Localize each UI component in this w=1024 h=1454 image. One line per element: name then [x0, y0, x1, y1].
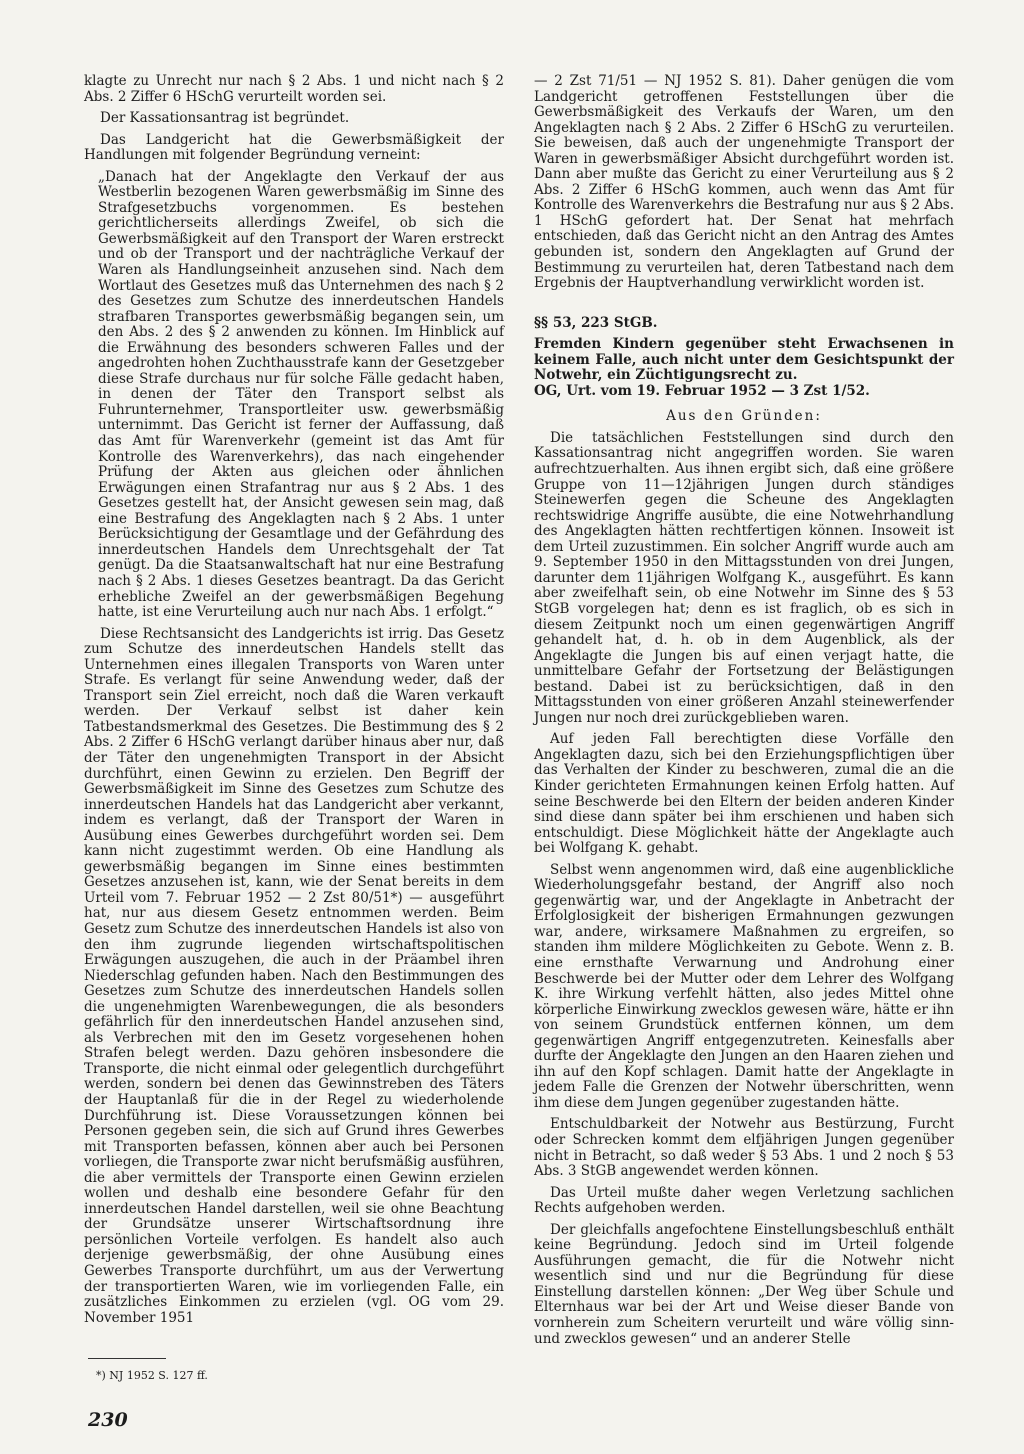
paragraph: klagte zu Unrecht nur nach § 2 Abs. 1 und nicht nach § 2 Abs. 2 Ziffer 6 HSchG verurteilt worden sei. — [84, 73, 504, 105]
page-number: 230 — [88, 1409, 128, 1431]
paragraph: Auf jeden Fall berechtigten diese Vorfälle den Angeklagten dazu, sich bei den Erziehungspflichtigen über das Verhalten der Kinder zu beschweren, zumal die an die Kinder gerichteten Ermahnungen keinen Erfolg hatten. Auf seine Beschwerde bei den Eltern der beiden anderen Kinder sind diese dann später bei ihm erschienen und haben sich entschuldigt. Diese Möglichkeit hätte der Angeklagte auch bei Wolfgang K. gehabt. — [534, 731, 954, 857]
reasons-heading: Aus den Gründen: — [666, 408, 822, 425]
paragraph: Das Urteil mußte daher wegen Verletzung sachlichen Rechts aufgehoben werden. — [534, 1184, 954, 1217]
quoted-paragraph: „Danach hat der Angeklagte den Verkauf der aus Westberlin bezogenen Waren gewerbsmäßig im Sinne des Strafgesetzbuchs vorgenommen. Es bestehen gerichtlicherseits allerdings Zweifel, ob sich die Gewerbsmäßigkeit auf den Transport der Waren erstreckt und ob der Transport und der nachträgliche Verkauf der Waren als Handlungseinheit anzusehen sind. Nach dem Wortlaut des Gesetzes muß das Unternehmen des nach § 2 des Gesetzes zum Schutze des innerdeutschen Handels strafbaren Transportes gewerbsmäßig begangen sein, um den Abs. 2 des § 2 anwenden zu können. Im Hinblick auf die Erwähnung des besonders schweren Falles und der angedrohten hohen Zuchthausstrafe kann der Gesetzgeber diese Strafe durchaus nur für solche Fälle gedacht haben, in denen der Täter den Transport selbst als Fuhrunternehmer, Transportleiter usw. gewerbsmäßig unternimmt. Das Gericht ist ferner der Auffassung, daß das Amt für Warenverkehr (gemeint ist das Amt für Kontrolle des Warenverkehrs), das nach eingehender Prüfung der Akten aus gleichen oder ähnlichen Erwägungen einen Strafantrag nur aus § 2 Abs. 1 des Gesetzes gestellt hat, der Ansicht gewesen sein mag, daß eine Bestrafung des Angeklagten nach § 2 Abs. 1 unter Berücksichtigung der Gesamtlage und der Gefährdung des innerdeutschen Handels dem Unrechtsgehalt der Tat genügt. Da die Staatsanwaltschaft hat nur eine Bestrafung nach § 2 Abs. 1 dieses Gesetzes beantragt. Da das Gericht erhebliche Zweifel an der gewerbsmäßigen Begehung hatte, ist eine Verurteilung auch nur nach Abs. 1 erfolgt.“ — [98, 168, 504, 621]
paragraph: Der Kassationsantrag ist begründet. — [100, 110, 350, 127]
paragraph: Selbst wenn angenommen wird, daß eine augenblickliche Wiederholungsgefahr bestand, der Angriff also noch gegenwärtig war, und der Angeklagte in Anbetracht der Erfolglosigkeit der bisherigen Ermahnungen gezwungen war, andere, wirksamere Maßnahmen zu ergreifen, so standen ihm mildere Möglichkeiten zu Gebote. Wenn z. B. eine ernsthafte Verwarnung und Androhung einer Beschwerde bei der Mutter oder dem Lehrer des Wolfgang K. ihre Wirkung verfehlt hätten, also jedes Mittel ohne körperliche Einwirkung zwecklos gewesen wäre, hätte er ihn von seinem Grundstück entfernen können, um dem gegenwärtigen Angriff entgegenzutreten. Keinesfalls aber durfte der Angeklagte den Jungen an den Haaren ziehen und ihn auf den Kopf schlagen. Damit hatte der Angeklagte in jedem Falle die Grenzen der Notwehr überschritten, wenn ihm diese dem Jungen gegenüber zugestanden hätte. — [534, 861, 954, 1111]
paragraph: Die tatsächlichen Feststellungen sind durch den Kassationsantrag nicht angegriffen worden. Sie waren aufrechtzuerhalten. Aus ihnen ergibt sich, daß eine größere Gruppe von 11—12jährigen Jungen durch ständiges Steinewerfen gegen die Scheune des Angeklagten rechtswidrige Angriffe ausübte, die eine Notwehrhandlung des Angeklagten hätten rechtfertigen können. Insoweit ist dem Urteil zuzustimmen. Ein solcher Angriff wurde auch am 9. September 1950 in den Mittagsstunden von drei Jungen, darunter dem 11jährigen Wolfgang K., ausgeführt. Es kann aber zweifelhaft sein, ob eine Notwehr im Sinne des § 53 StGB vorgelegen hat; denn es ist fraglich, ob es sich in diesem Zeitpunkt noch um einen gegenwärtigen Angriff gehandelt hat, d. h. ob in dem Augenblick, als der Angeklagte die Jungen bis auf einen verjagt hatte, die unmittelbare Gefahr der Fortsetzung der Belästigungen bestand. Dabei ist zu berücksichtigen, daß in den Mittagsstunden von einer größeren Anzahl steinewerfender Jungen nur noch drei zurückgeblieben waren. — [534, 429, 954, 726]
paragraph: — 2 Zst 71/51 — NJ 1952 S. 81). Daher genügen die vom Landgericht getroffenen Feststellungen über die Gewerbsmäßigkeit des Verkaufs der Waren, um den Angeklagten nach § 2 Abs. 2 Ziffer 6 HSchG zu verurteilen. Sie beweisen, daß auch der ungenehmigte Transport der Waren in gewerbsmäßiger Absicht durchgeführt worden ist. Dann aber mußte das Gericht zu einer Verurteilung aus § 2 Abs. 2 Ziffer 6 HSchG kommen, auch wenn das Amt für Kontrolle des Warenverkehrs die Bestrafung nur aus § 2 Abs. 1 HSchG gefordert hat. Der Senat hat mehrfach entschieden, daß das Gericht nicht an den Antrag des Amtes gebunden ist, sondern den Angeklagten auf Grund der Bestimmung zu verurteilen hat, deren Tatbestand nach dem Ergebnis der Hauptverhandlung verwirklicht worden ist. — [534, 73, 954, 292]
case-citation: OG, Urt. vom 19. Februar 1952 — 3 Zst 1/52. — [534, 382, 870, 399]
left-column — [84, 74, 504, 1326]
paragraph: Entschuldbarkeit der Notwehr aus Bestürzung, Furcht oder Schrecken kommt dem elfjährigen Jungen gegenüber nicht in Betracht, so daß weder § 53 Abs. 1 und 2 noch § 53 Abs. 3 StGB angewendet werden können. — [534, 1116, 954, 1180]
section-heading: §§ 53, 223 StGB. — [534, 314, 658, 331]
paragraph: Diese Rechtsansicht des Landgerichts ist irrig. Das Gesetz zum Schutze des innerdeutschen Handels stellt das Unternehmen eines illegalen Transports von Waren unter Strafe. Es verlangt für seine Anwendung weder, daß der Transport sein Ziel erreicht, noch daß die Waren verkauft werden. Der Verkauf selbst ist daher kein Tatbestandsmerkmal des Gesetzes. Die Bestimmung des § 2 Abs. 2 Ziffer 6 HSchG verlangt darüber hinaus aber nur, daß der Täter den ungenehmigten Transport in der Absicht durchführt, einen Gewinn zu erzielen. Den Begriff der Gewerbsmäßigkeit im Sinne des Gesetzes zum Schutze des innerdeutschen Handels hat das Landgericht aber verkannt, indem es verlangt, daß der Transport der Waren in Ausübung eines Gewerbes durchgeführt worden sei. Dem kann nicht zugestimmt werden. Ob eine Handlung als gewerbsmäßig begangen im Sinne eines bestimmten Gesetzes anzusehen ist, kann, wie der Senat bereits in dem Urteil vom 7. Februar 1952 — 2 Zst 80/51*) — ausgeführt hat, nur aus diesem Gesetz entnommen werden. Beim Gesetz zum Schutze des innerdeutschen Handels ist also von den ihm zugrunde liegenden wirtschaftspolitischen Erwägungen auszugehen, die auch in der Präambel ihren Niederschlag gefunden haben. Nach den Bestimmungen des Gesetzes zum Schutze des innerdeutschen Handels sollen die ungenehmigten Warenbewegungen, die als besonders gefährlich für den innerdeutschen Handel anzusehen sind, als Verbrechen mit den im Gesetz vorgesehenen hohen Strafen belegt werden. Dazu gehören insbesondere die Transporte, die nicht einmal oder gelegentlich durchgeführt werden, sondern bei denen das Gewinnstreben des Täters der Hauptanlaß für die in der Regel zu wiederholende Durchführung ist. Diese Voraussetzungen können bei Personen gegeben sein, die sich auf Grund ihres Gewerbes mit Transporten befassen, können aber auch bei Personen vorliegen, die Transporte zwar nicht berufsmäßig ausführen, die aber vermittels der Transporte einen Gewinn erzielen wollen und deshalb eine besondere Gefahr für den innerdeutschen Handel darstellen, weil sie ohne Beachtung der Grundsätze unserer Wirtschaftsordnung ihre persönlichen Vorteile verfolgen. Es handelt also auch derjenige gewerbsmäßig, der ohne Ausübung eines Gewerbes Transporte durchführt, um aus der Verwertung der transportierten Waren, wie im vorliegenden Falle, ein zusätzliches Einkommen zu erzielen (vgl. OG vom 29. November 1951 — [84, 625, 504, 1326]
paragraph: Der gleichfalls angefochtene Einstellungsbeschluß enthält keine Begründung. Jedoch sind im Urteil folgende Ausführungen gemacht, die für die Notwehr nicht wesentlich sind und nur die Begründung für diese Einstellung darstellen können: „Der Weg über Schule und Elternhaus war bei der Art und Weise dieser Bande von vornherein zum Scheitern verurteilt und wäre völlig sinn- und zwecklos gewesen“ und an anderer Stelle — [534, 1221, 954, 1347]
footnote-divider — [88, 1358, 166, 1359]
paragraph: Das Landgericht hat die Gewerbsmäßigkeit der Handlungen mit folgender Begründung verneint: — [84, 131, 504, 164]
footnote: *) NJ 1952 S. 127 ff. — [96, 1369, 208, 1382]
headnote: Fremden Kindern gegenüber steht Erwachsenen in keinem Falle, auch nicht unter dem Gesichtspunkt der Notwehr, ein Züchtigungsrecht zu. — [534, 336, 954, 384]
right-column — [534, 74, 954, 1347]
